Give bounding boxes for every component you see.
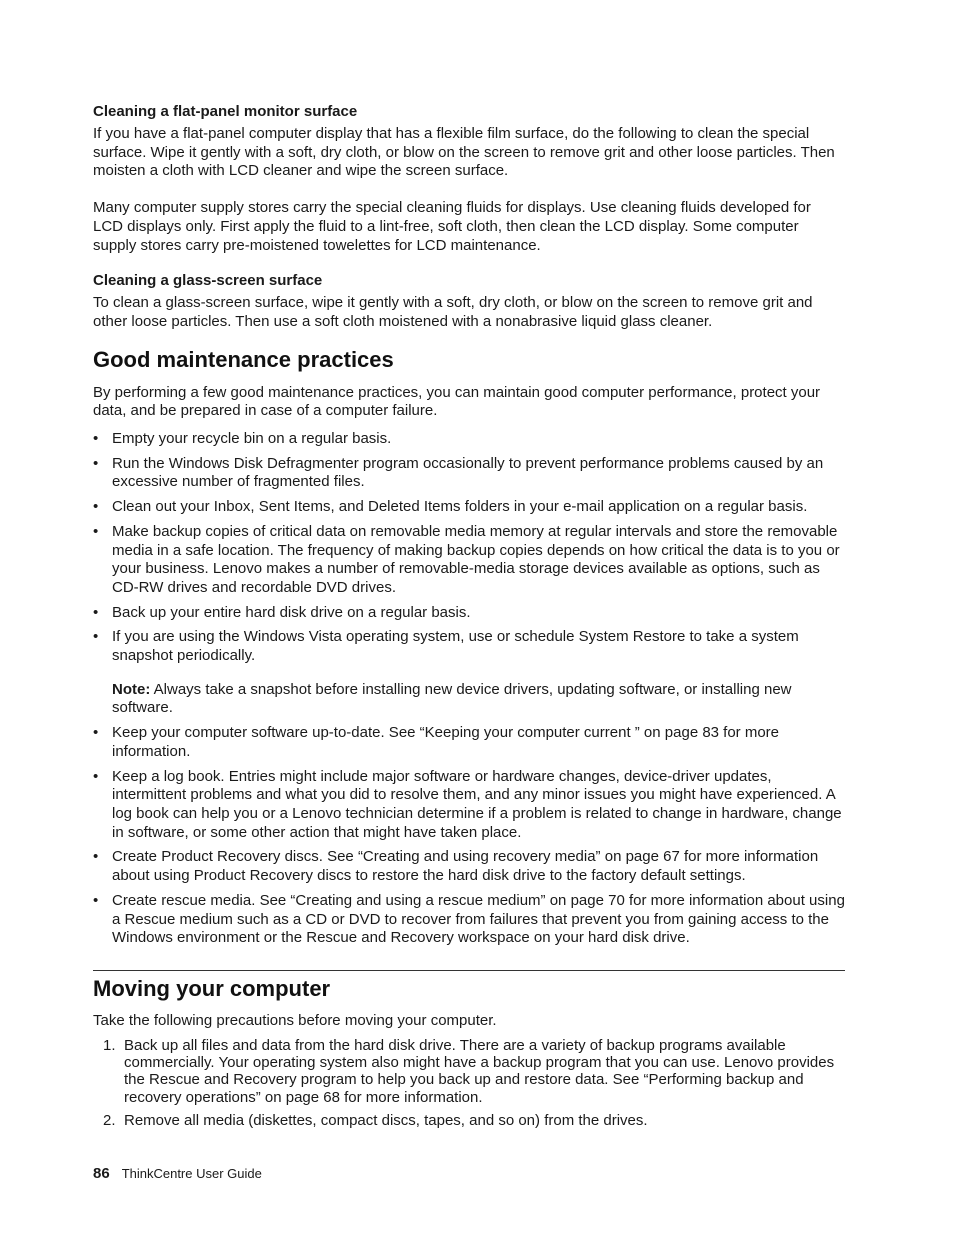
maintenance-intro: By performing a few good maintenance practices, you can maintain good computer performance, protect your data, and be prepared in case of a computer failure. [93, 383, 821, 420]
page-content [93, 102, 845, 1130]
section-divider [93, 970, 845, 971]
page-footer [93, 1165, 262, 1182]
moving-intro: Take the following precautions before moving your computer. [93, 1011, 497, 1029]
bullet-icon: • [93, 522, 99, 540]
list-item: • Create Product Recovery discs. See “Creating and using recovery media” on page 67 for more information about using Product Recovery discs to restore the hard disk drive to the factory default settings. [93, 848, 819, 885]
flat-panel-paragraph-2: Many computer supply stores carry the special cleaning fluids for displays. Use cleaning fluids developed for LCD displays only. First apply the fluid to a lint-free, soft cloth, then clean the LCD display. Some computer supply stores carry pre-moistened towelettes for LCD maintenance. [93, 199, 811, 254]
flat-panel-paragraph-1: If you have a flat-panel computer display that has a flexible film surface, do the following to clean the special surface. Wipe it gently with a soft, dry cloth, or blow on the screen to remove grit and other loose particles. Then moisten a cloth with LCD cleaner and wipe the screen surface. [93, 125, 835, 180]
list-item: • Make backup copies of critical data on removable media memory at regular intervals and store the removable media in a safe location. The frequency of making backup copies depends on how critical the data is to you or your business. Lenovo makes a number of removable-media storage devices available as options, such as CD-RW drives and recordable DVD drives. [93, 522, 840, 596]
maintenance-list-1 [93, 430, 845, 948]
bullet-icon: • [93, 454, 99, 472]
list-item: • Back up your entire hard disk drive on a regular basis. [93, 603, 471, 621]
list-item: • Clean out your Inbox, Sent Items, and Deleted Items folders in your e-mail application on a regular basis. [93, 498, 808, 516]
moving-steps [93, 1037, 845, 1130]
note [112, 681, 845, 718]
bullet-icon: • [93, 628, 99, 646]
list-item: 2. Remove all media (diskettes, compact discs, tapes, and so on) from the drives. [103, 1112, 648, 1130]
list-item: 1. Back up all files and data from the hard disk drive. There are a variety of backup programs available commercially. Your operating system also might have a backup program that you can use. Lenovo provides the Rescue and Recovery program to help you back up and restore data. See “Performing backup and recovery operations” on page 68 for more information. [103, 1036, 835, 1106]
list-item: • Keep a log book. Entries might include major software or hardware changes, device-driver updates, intermittent problems and what you did to resolve them, and any minor issues you might have experienced. A log book can help you or a Lenovo technician determine if a problem is related to change in hardware, change in software, or some other action that might have taken place. [93, 767, 842, 841]
note-label: Note: [112, 680, 151, 698]
list-item: • If you are using the Windows Vista operating system, use or schedule System Restore to take a system snapshot periodically. Note: Always take a snapshot before installing new device drivers, updating software, or installing new software. [93, 628, 845, 718]
flat-panel-title: Cleaning a flat-panel monitor surface [93, 103, 358, 120]
bullet-icon: • [93, 724, 99, 742]
bullet-icon: • [93, 498, 99, 516]
list-item: • Create rescue media. See “Creating and using a rescue medium” on page 70 for more information about using a Rescue medium such as a CD or DVD to recover from failures that prevent you from gaining access to the Windows environment or the Rescue and Recovery workspace on your hard disk drive. [93, 891, 845, 947]
bullet-icon: • [93, 603, 99, 621]
list-item: • Run the Windows Disk Defragmenter program occasionally to prevent performance problems caused by an excessive number of fragmented files. [93, 454, 824, 491]
glass-screen-paragraph: To clean a glass-screen surface, wipe it gently with a soft, dry cloth, or blow on the screen to remove grit and other loose particles. Then use a soft cloth moistened with a nonabrasive liquid glass cleaner. [93, 294, 813, 330]
list-item: • Keep your computer software up-to-date. See “Keeping your computer current ” on page 83 for more information. [93, 724, 780, 760]
page-number: 86 [93, 1165, 110, 1182]
bullet-icon: • [93, 848, 99, 866]
bullet-icon: • [93, 430, 99, 448]
note-text: Always take a snapshot before installing new device drivers, updating software, or installing new software. [112, 680, 792, 717]
moving-heading: Moving your computer [93, 975, 331, 1001]
glass-screen-title: Cleaning a glass-screen surface [93, 272, 323, 290]
bullet-icon: • [93, 767, 99, 785]
bullet-icon: • [93, 891, 99, 909]
list-item: • Empty your recycle bin on a regular basis. [93, 430, 392, 448]
maintenance-heading: Good maintenance practices [93, 346, 394, 372]
book-title: ThinkCentre User Guide [121, 1166, 262, 1181]
